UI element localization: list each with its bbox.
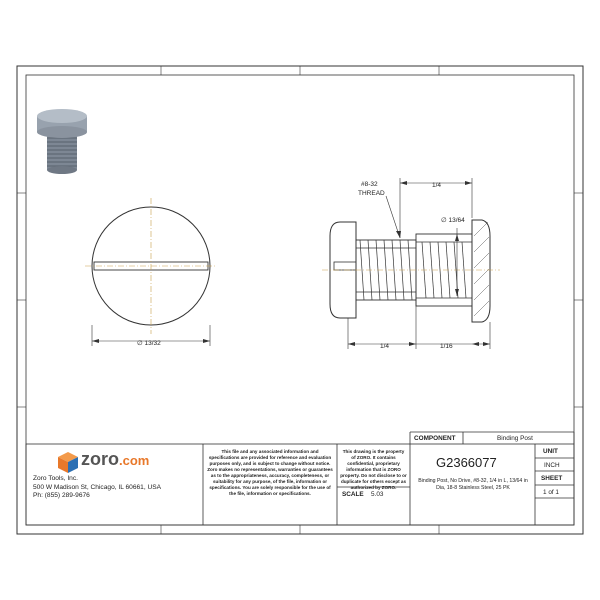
logo-wordmark [81, 449, 149, 470]
logo-text: zoro [81, 449, 119, 469]
company-phone: Ph: (855) 289-9676 [33, 492, 90, 500]
dim-head-thickness: 1/16 [440, 343, 453, 350]
dim-bottom-length: 1/4 [380, 343, 390, 350]
thread-callout-line1: #8-32 [361, 181, 378, 188]
scale-label: SCALE [342, 491, 364, 498]
company-address: 500 W Madison St, Chicago, IL 60661, USA [33, 483, 162, 491]
side-view [322, 178, 500, 349]
sheet-value: 1 of 1 [543, 489, 559, 496]
part-number: G2366077 [436, 455, 497, 470]
sheet-label: SHEET [541, 475, 563, 482]
unit-value: INCH [544, 462, 560, 469]
component-value: Binding Post [497, 435, 533, 442]
dim-length-top: 1/4 [432, 182, 442, 189]
front-view [85, 198, 217, 346]
disclaimer: This file and any associated information and specifications are provided for reference and evaluation purposes only, and is subject to change without notice. Zoro makes no representations, warranties or guarantees as to the appropriateness, accuracy, completeness, or suitability for any purpose, of the file, information or specifications. You are solely responsible for the use of the file, information or specifications. [207, 449, 333, 496]
scale-value: 5.03 [371, 491, 384, 498]
dim-front-dia: ∅ 13/32 [137, 340, 161, 347]
zoro-logo-cube-icon [58, 452, 78, 473]
company-info [33, 475, 199, 501]
dim-head-dia: ∅ 13/64 [441, 217, 465, 224]
property-notice: This drawing is the property of ZORO. It contains confidential, proprietary information that is ZORO property. Do not disclose to or duplicate for others except as authorized by ZORO. [340, 449, 407, 490]
logo-suffix: .com [119, 453, 150, 468]
part-thumbnail [37, 109, 87, 174]
component-label: COMPONENT [414, 435, 456, 442]
company-name: Zoro Tools, Inc. [33, 475, 78, 482]
thread-callout-line2: THREAD [358, 190, 385, 197]
unit-label: UNIT [543, 448, 558, 455]
part-description: Binding Post, No Drive, #8-32, 1/4 in L, 13/64 in Dia, 18-8 Stainless Steel, 25 PK [418, 478, 528, 491]
